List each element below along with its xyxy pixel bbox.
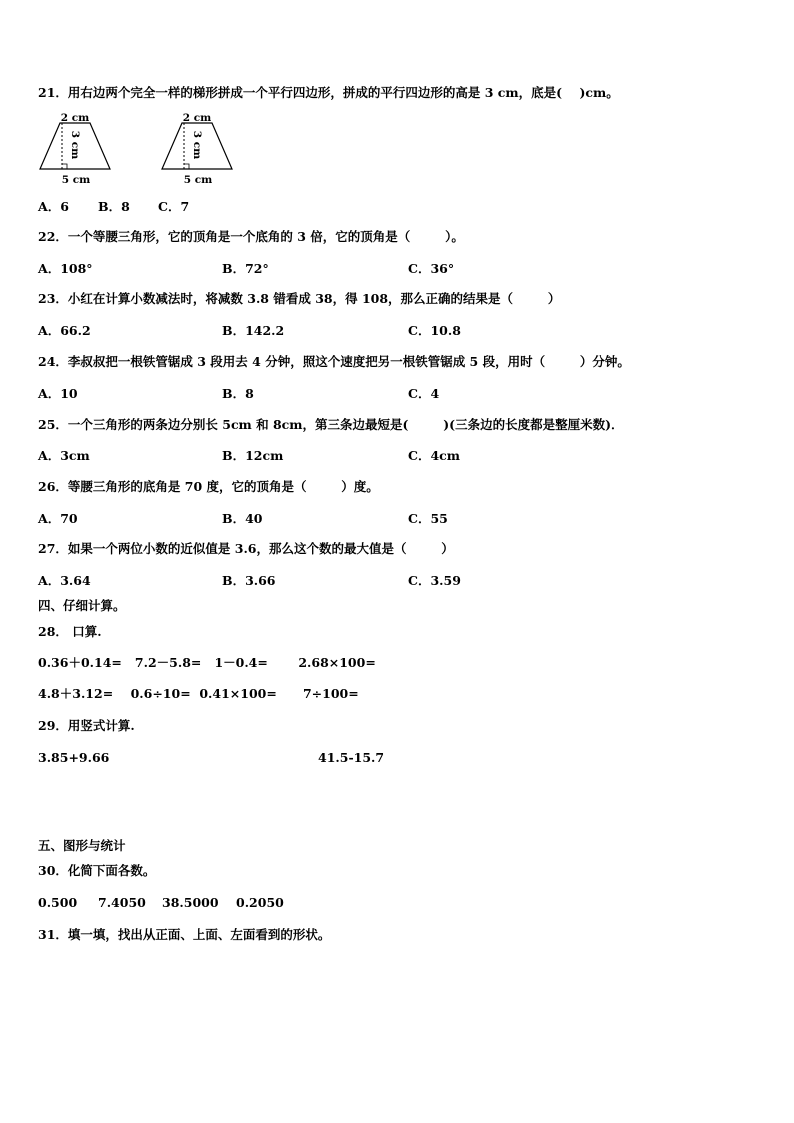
q25-option-a: A．3cm [38,448,90,463]
q28-row-1: 0.36＋0.14= 7.2－5.8= 1－0.4= 2.68×100= [38,655,376,670]
q24-option-a: A．10 [38,386,78,401]
q21-option-a: A．6 [38,199,69,214]
q23-option-a: A．66.2 [38,323,91,338]
q30-item-4: 0.2050 [236,895,284,910]
q21-text: 21．用右边两个完全一样的梯形拼成一个平行四边形，拼成的平行四边形的高是 3 cm，底是( )cm。 [38,85,619,100]
q27-option-a: A．3.64 [38,573,91,588]
trapezoid-figure-1 [38,113,120,187]
q22-option-c: C．36° [408,261,455,276]
q30-item-3: 38.5000 [162,895,219,910]
q23-text: 23．小红在计算小数减法时，将减数 3.8 错看成 38，得 108，那么正确的结果是（ ） [38,291,561,306]
q23-option-c: C．10.8 [408,323,461,338]
q25-option-c: C．4cm [408,448,460,463]
q27-option-b: B．3.66 [222,573,276,588]
q24-text: 24．李叔叔把一根铁管锯成 3 段用去 4 分钟，照这个速度把另一根铁管锯成 5 段，用时（ ）分钟。 [38,354,630,369]
q30-item-1: 0.500 [38,895,78,910]
q27-text: 27．如果一个两位小数的近似值是 3.6，那么这个数的最大值是（ ） [38,541,454,556]
q29-text: 29．用竖式计算. [38,718,135,733]
q31-text: 31．填一填，找出从正面、上面、左面看到的形状。 [38,927,331,942]
q25-text: 25．一个三角形的两条边分别长 5cm 和 8cm，第三条边最短是( )(三条边的长度都是整厘米数)． [38,417,624,432]
top-label: 2 cm [182,112,212,124]
q29-item-2: 41.5-15.7 [318,750,385,765]
q23-option-b: B．142.2 [222,323,285,338]
trapezoid-figure-2 [160,113,242,187]
bottom-label: 5 cm [61,174,91,186]
q30-text: 30．化简下面各数。 [38,863,156,878]
q26-option-b: B．40 [222,511,263,526]
q27-option-c: C．3.59 [408,573,461,588]
q30-item-2: 7.4050 [98,895,146,910]
right-angle-mark [62,164,67,169]
q22-option-b: B．72° [222,261,269,276]
right-angle-mark [184,164,189,169]
q26-option-c: C．55 [408,511,448,526]
q28-row-2: 4.8＋3.12= 0.6÷10= 0.41×100= 7÷100= [38,686,359,701]
top-label: 2 cm [60,112,90,124]
height-label: 3 cm [191,130,203,160]
q26-option-a: A．70 [38,511,78,526]
q21-option-c: C．7 [158,199,190,214]
q22-text: 22．一个等腰三角形，它的顶角是一个底角的 3 倍，它的顶角是（ ）。 [38,229,464,244]
q29-item-1: 3.85+9.66 [38,750,110,765]
height-label: 3 cm [69,130,81,160]
q26-text: 26．等腰三角形的底角是 70 度，它的顶角是（ ）度。 [38,479,379,494]
q28-text: 28． 口算. [38,624,102,639]
bottom-label: 5 cm [183,174,213,186]
q24-option-c: C．4 [408,386,440,401]
q25-option-b: B．12cm [222,448,284,463]
q22-option-a: A．108° [38,261,93,276]
q24-option-b: B．8 [222,386,254,401]
section-4-heading: 四、仔细计算。 [38,598,126,613]
section-5-heading: 五、图形与统计 [38,838,126,853]
q21-option-b: B．8 [98,199,130,214]
